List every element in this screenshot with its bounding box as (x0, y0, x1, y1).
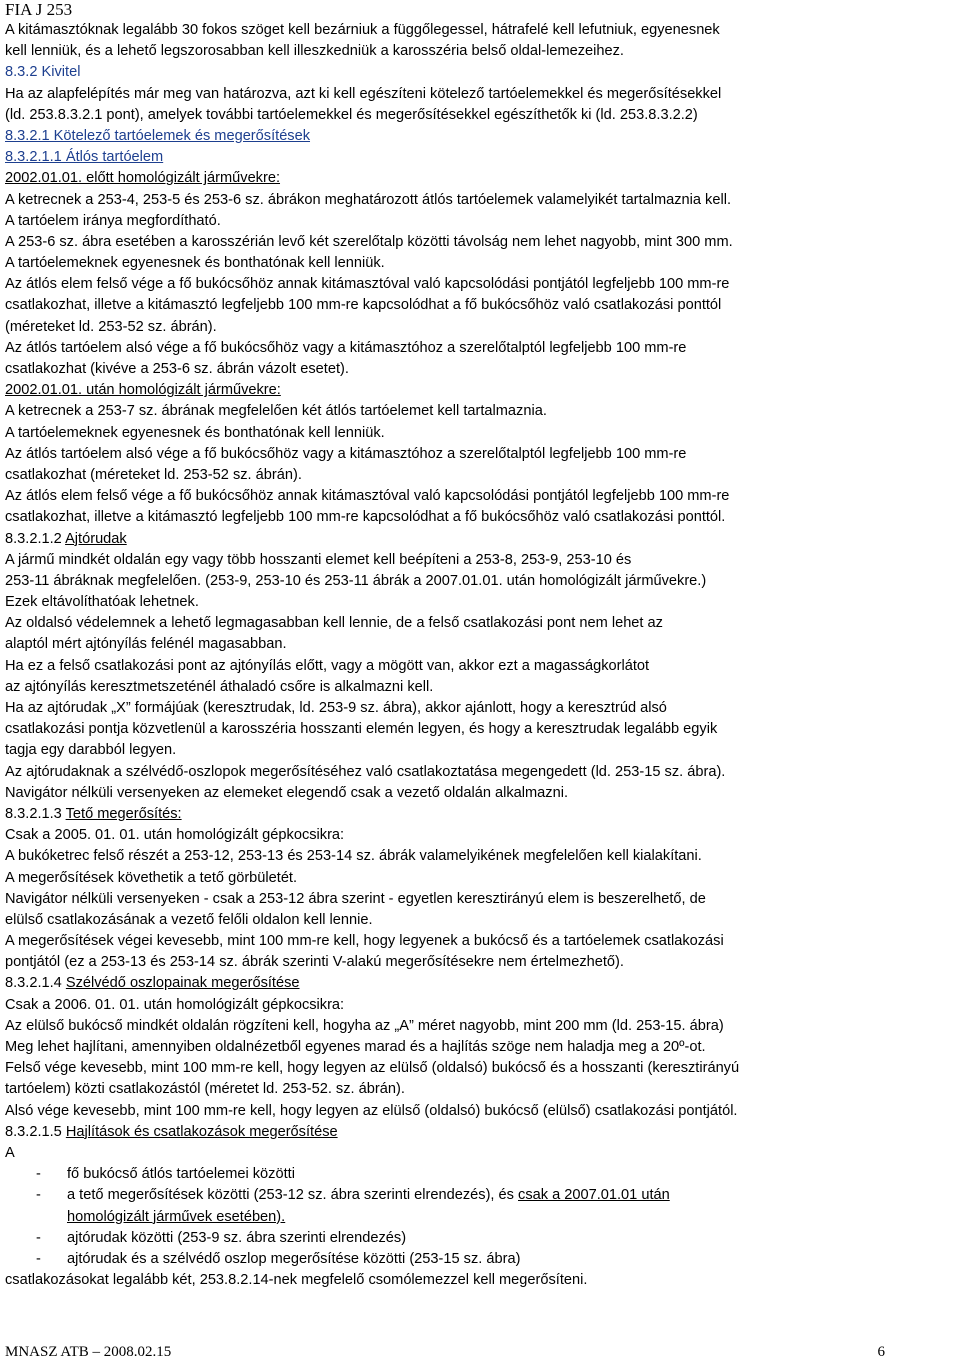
section-title: 8.3.2.1.1 Átlós tartóelem (5, 149, 164, 166)
section-title: Kivitel (41, 64, 81, 81)
text-line: A ketrecnek a 253-4, 253-5 és 253-6 sz. ábrákon meghatározott átlós tartóelemek valamelyikét tartalmaznia kell. (5, 191, 732, 208)
date-heading-text: 2002.01.01. után homológizált járművekre: (5, 382, 281, 399)
text-line: Az ajtórudaknak a szélvédő-oszlopok megerősítéséhez való csatlakoztatása megengedett (ld. 253-15 sz. ábra). (5, 763, 726, 780)
document-body (5, 20, 957, 1291)
text-line: Csak a 2006. 01. 01. után homológizált gépkocsikra: (5, 996, 345, 1013)
text-line: Az oldalsó védelemnek a lehető legmagasabban kell lennie, de a felső csatlakozási pont nem lehet az (5, 615, 663, 632)
text-line: 253-11 ábráknak megfelelően. (253-9, 253-10 és 253-11 ábrák a 2007.01.01. után homológizált járművekre.) (5, 572, 707, 589)
text-line: Navigátor nélküli versenyeken - csak a 253-12 ábra szerint - egyetlen keresztirányú elem is beszerelhető, de (5, 890, 706, 907)
text-line: Ha az alapfelépítés már meg van határozva, azt ki kell egészíteni kötelező tartóelemekkel és megerősítésekkel (5, 85, 722, 102)
text-line: (méreteket ld. 253-52 sz. ábrán). (5, 318, 217, 335)
text-line: Az átlós tartóelem alsó vége a fő bukócsőhöz vagy a kitámasztóhoz a szerelőtalptól legfeljebb 100 mm-re (5, 339, 687, 356)
text-line: az ajtónyílás keresztmetszeténél áthaladó csőre is alkalmazni kell. (5, 678, 434, 695)
text-line: A megerősítések végei kevesebb, mint 100 mm-re kell, hogy legyenek a bukócső és a tartóelemek csatlakozási (5, 933, 724, 950)
text-line: A 253-6 sz. ábra esetében a karosszérián levő két szerelőtalp közötti távolság nem lehet nagyobb, mint 300 mm. (5, 233, 733, 250)
text-line: A kitámasztóknak legalább 30 fokos szöget kell bezárniuk a függőlegessel, hátrafelé kell lefutniuk, egyenesnek (5, 22, 720, 38)
text-line: csatlakozhat, illetve a kitámasztó legfeljebb 100 mm-re kapcsolódhat a fő bukócsőhöz való csatlakozási ponttól (5, 297, 722, 314)
date-heading (5, 380, 957, 401)
text-line: Csak a 2005. 01. 01. után homológizált gépkocsikra: (5, 827, 345, 844)
list-item (5, 1228, 957, 1249)
text-line: A bukóketrec felső részét a 253-12, 253-13 és 253-14 sz. ábrák valamelyikének megfelelően kell kialakítani. (5, 848, 702, 865)
text-line: Ha az ajtórudak „X” formájúak (keresztrudak, ld. 253-9 sz. ábra), akkor ajánlott, hogy a keresztrúd alsó (5, 700, 667, 716)
text-line: csatlakozásokat legalább két, 253.8.2.14-nek megfelelő csomólemezzel kell megerősíteni. (5, 1272, 588, 1289)
list-item-text: fő bukócső átlós tartóelemei közötti (67, 1166, 295, 1183)
list-item-text-underlined: homológizált járművek esetében). (67, 1208, 286, 1225)
section-heading-8-3-2-1-3 (5, 804, 957, 825)
page-footer (5, 1343, 885, 1361)
page-header: FIA J 253 (5, 0, 73, 19)
text-line: A ketrecnek a 253-7 sz. ábrának megfelelően két átlós tartóelemet kell tartalmaznia. (5, 403, 547, 420)
list-item (5, 1164, 957, 1185)
text-line: elülső csatlakozásának a vezető felőli oldalon kell lennie. (5, 911, 373, 928)
list-dash: - (36, 1166, 41, 1183)
text-line: Az elülső bukócső mindkét oldalán rögzíteni kell, hogyha az „A” méret nagyobb, mint 200 mm (ld. 253-15. ábra) (5, 1017, 724, 1034)
section-number: 8.3.2 (5, 64, 38, 81)
section-number: 8.3.2.1.2 (5, 530, 62, 547)
section-title: Szélvédő oszlopainak megerősítése (65, 975, 300, 992)
section-title: Hajlítások és csatlakozások megerősítése (65, 1123, 338, 1140)
text-line: A tartóelemeknek egyenesnek és bonthatónak kell lenniük. (5, 255, 385, 272)
section-heading-8-3-2-1-4 (5, 973, 957, 994)
text-line: A tartóelem iránya megfordítható. (5, 212, 221, 229)
section-heading-8-3-2-1-1 (5, 147, 957, 168)
list-dash: - (36, 1187, 41, 1204)
list-item-text-underlined: csak a 2007.01.01 után (518, 1187, 670, 1204)
text-line: A (5, 1144, 15, 1161)
text-line: Ha ez a felső csatlakozási pont az ajtónyílás előtt, vagy a mögött van, akkor ezt a magasságkorlátot (5, 657, 650, 674)
list-item-text: a tető megerősítések közötti (253-12 sz. ábra szerinti elrendezés), és (67, 1187, 519, 1204)
text-line: tartóelem) közti csatlakozástól (méretet ld. 253-52. sz. ábrán). (5, 1081, 405, 1098)
text-line: Alsó vége kevesebb, mint 100 mm-re kell, hogy legyen az elülső (oldalsó) bukócső (elülső) csatlakozási pontjától. (5, 1102, 738, 1119)
text-line: A tartóelemeknek egyenesnek és bonthatónak kell lenniük. (5, 424, 385, 441)
text-line: csatlakozhat (méreteket ld. 253-52 sz. ábrán). (5, 466, 302, 483)
section-number: 8.3.2.1.5 (5, 1123, 62, 1140)
text-line: Az átlós elem felső vége a fő bukócsőhöz annak kitámasztóval való kapcsolódási pontjától legfeljebb 100 mm-re (5, 488, 730, 505)
date-heading (5, 168, 957, 189)
list-item-text: ajtórudak és a szélvédő oszlop megerősítése közötti (253-15 sz. ábra) (67, 1250, 521, 1267)
section-title: 8.3.2.1 Kötelező tartóelemek és megerősítések (5, 127, 311, 144)
text-line: csatlakozhat (kivéve a 253-6 sz. ábrán vázolt esetet). (5, 361, 349, 377)
text-line: A jármű mindkét oldalán egy vagy több hosszanti elemet kell beépíteni a 253-8, 253-9, 253-10 és (5, 551, 632, 568)
section-heading-8-3-2 (5, 62, 957, 83)
text-line: kell lenniük, és a lehető legszorosabban kell illeszkedniük a karosszéria belső oldal-lemezeihez. (5, 43, 624, 60)
text-line: Navigátor nélküli versenyeken az elemeket elegendő csak a vezető oldalán alkalmazni. (5, 784, 568, 801)
list-item-continuation (5, 1207, 957, 1228)
text-line: tagja egy darabból legyen. (5, 742, 177, 759)
page-number: 6 (877, 1344, 885, 1360)
text-line: alaptól mért ajtónyílás felénél magasabban. (5, 636, 287, 653)
text-line: Meg lehet hajlítani, amennyiben oldalnézetből egyenes marad és a hajlítás szöge nem haladja meg a 20º-ot. (5, 1039, 706, 1055)
section-heading-8-3-2-1-2 (5, 529, 957, 550)
section-title: Ajtórudak (65, 530, 127, 547)
section-title: Tető megerősítés: (65, 805, 182, 822)
text-line: csatlakozhat, illetve a kitámasztó legfeljebb 100 mm-re kapcsolódhat a fő bukócsőhöz való csatlakozási ponttól. (5, 509, 726, 526)
text-line: pontjától (ez a 253-13 és 253-14 sz. ábrák szerinti V-alakú megerősítésekre nem értelmezhető). (5, 954, 624, 971)
section-number: 8.3.2.1.3 (5, 805, 62, 822)
footer-doc-id: MNASZ ATB – 2008.02.15 (5, 1344, 172, 1360)
list-dash: - (36, 1250, 41, 1267)
text-line: Az átlós elem felső vége a fő bukócsőhöz annak kitámasztóval való kapcsolódási pontjától legfeljebb 100 mm-re (5, 276, 730, 293)
text-line: Ezek eltávolíthatóak lehetnek. (5, 594, 199, 611)
list-item (5, 1249, 957, 1270)
section-heading-8-3-2-1 (5, 126, 957, 147)
text-line: (ld. 253.8.3.2.1 pont), amelyek további tartóelemekkel és megerősítésekkel egészíthetők ki (ld. 253.8.3.2.2) (5, 106, 698, 123)
list-item-text: ajtórudak közötti (253-9 sz. ábra szerinti elrendezés) (67, 1229, 407, 1246)
text-line: Az átlós tartóelem alsó vége a fő bukócsőhöz vagy a kitámasztóhoz a szerelőtalptól legfeljebb 100 mm-re (5, 445, 687, 462)
section-heading-8-3-2-1-5 (5, 1122, 957, 1143)
date-heading-text: 2002.01.01. előtt homológizált járművekre: (5, 170, 281, 187)
text-line: A megerősítések követhetik a tető görbületét. (5, 869, 298, 886)
list-dash: - (36, 1229, 41, 1246)
text-line: csatlakozási pontja közvetlenül a karosszéria hosszanti elemén legyen, és hogy a keresztrudak legalább egyik (5, 721, 718, 738)
section-number: 8.3.2.1.4 (5, 975, 62, 992)
list-item (5, 1185, 957, 1206)
text-line: Felső vége kevesebb, mint 100 mm-re kell, hogy legyen az elülső (oldalsó) bukócső és a hosszanti (keresztirányú (5, 1060, 740, 1077)
